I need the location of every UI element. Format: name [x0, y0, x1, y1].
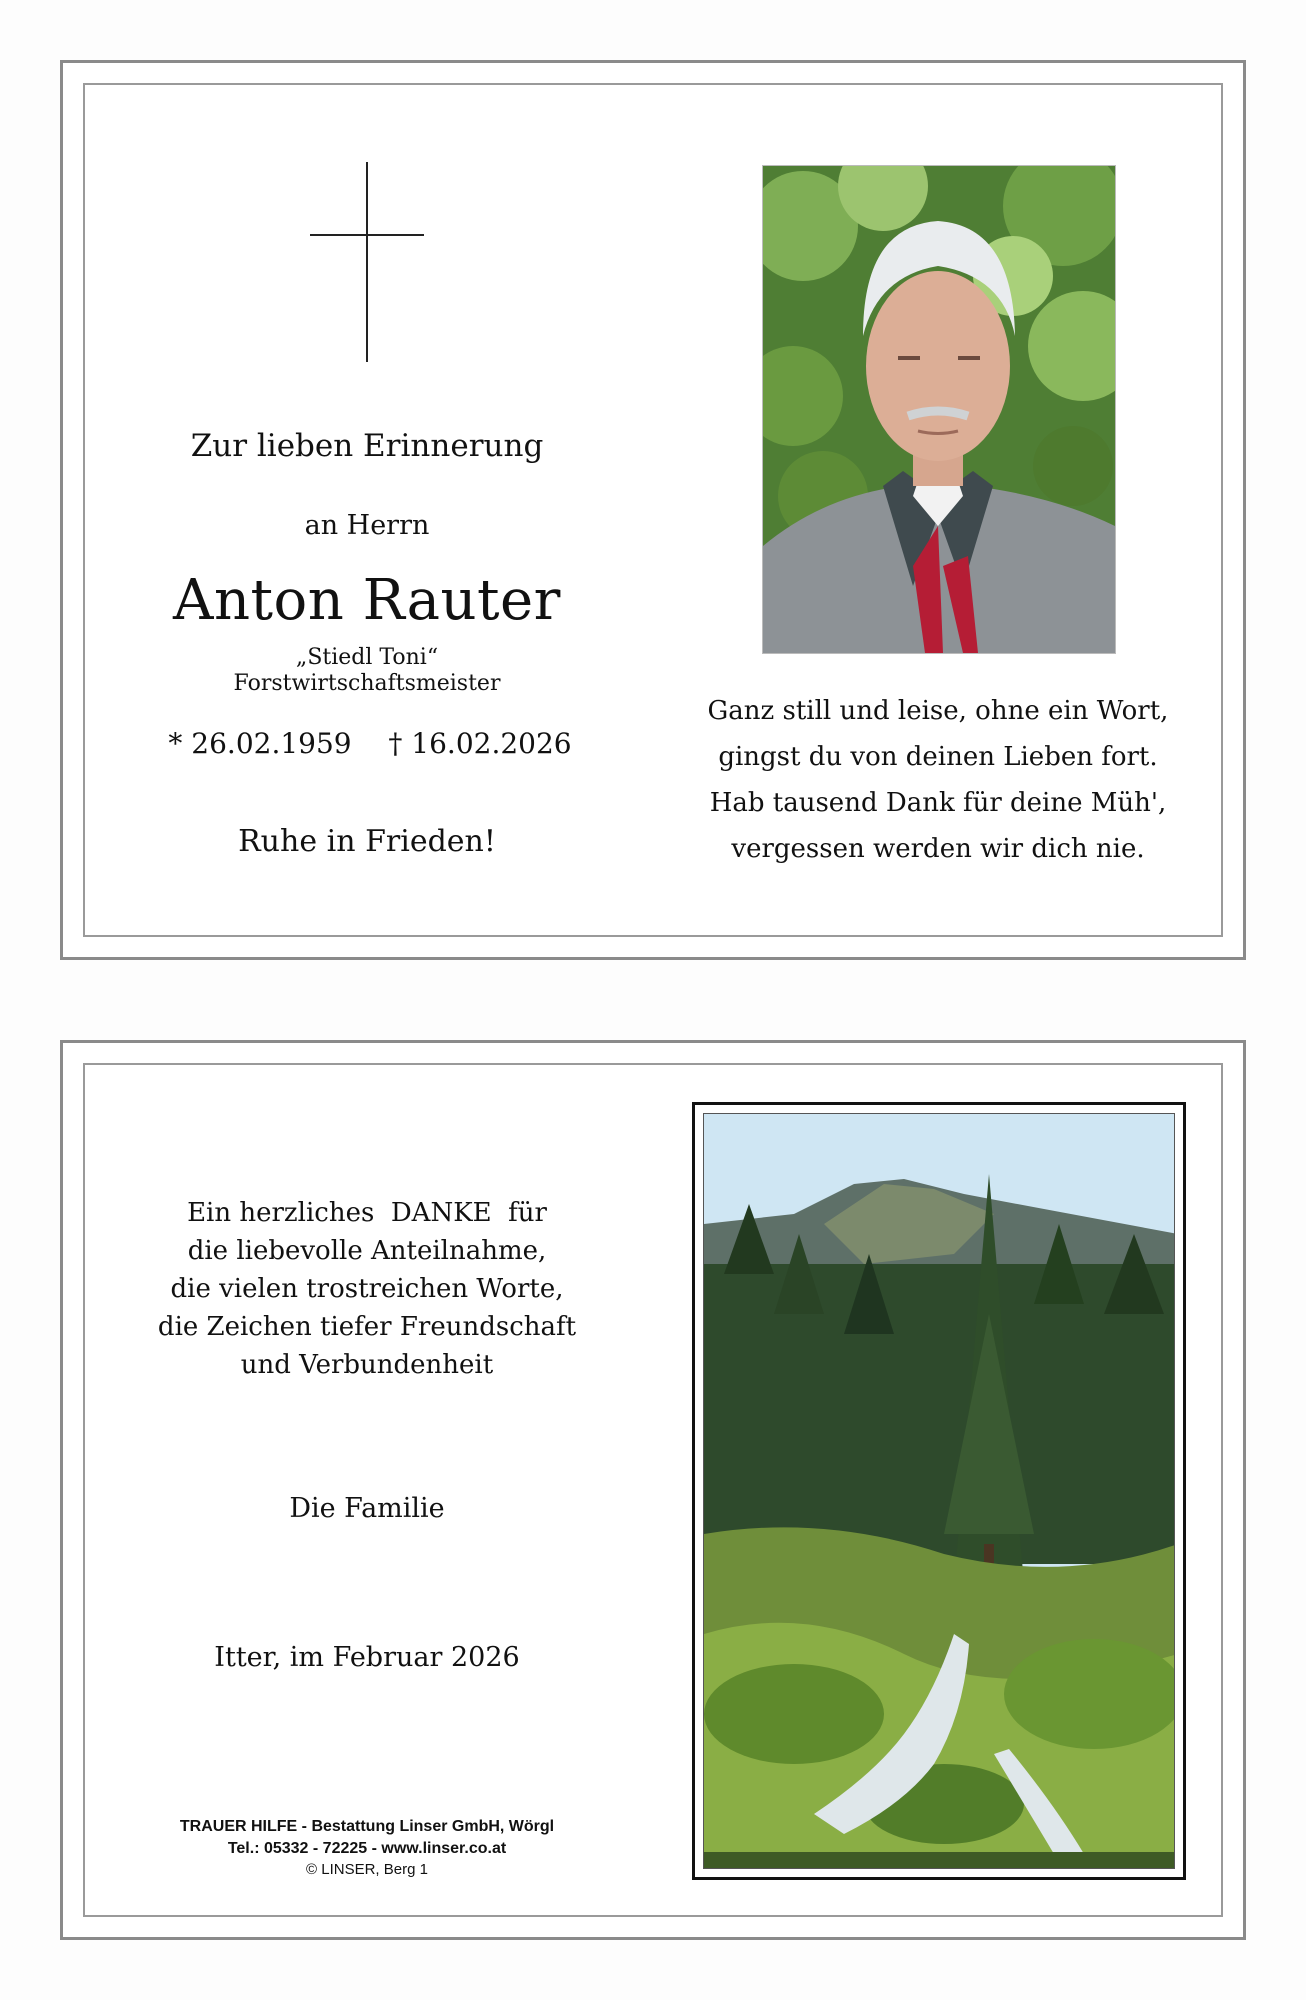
memorial-heading: Zur lieben Erinnerung	[190, 428, 544, 464]
cross-icon	[366, 162, 368, 362]
thanks-line: die liebevolle Anteilnahme,	[187, 1236, 547, 1266]
thanks-line: die Zeichen tiefer Freundschaft	[157, 1312, 577, 1342]
landscape-photo	[703, 1113, 1175, 1869]
landscape-photo-frame	[692, 1102, 1186, 1880]
place-date: Itter, im Februar 2026	[214, 1642, 520, 1673]
footer-contact: Tel.: 05332 - 72225 - www.linser.co.at	[227, 1840, 507, 1857]
thanks-line: die vielen trostreichen Worte,	[170, 1274, 564, 1304]
poem	[696, 688, 1180, 872]
footer-copyright: © LINSER, Berg 1	[306, 1861, 428, 1878]
rest-in-peace: Ruhe in Frieden!	[238, 824, 496, 859]
cross-icon-bar	[310, 234, 424, 236]
funeral-home-footer	[100, 1818, 634, 1878]
poem-line: Hab tausend Dank für deine Müh',	[709, 788, 1167, 818]
portrait-illustration	[763, 166, 1115, 653]
family-signature: Die Familie	[289, 1493, 445, 1524]
thanks-line: Ein herzliches DANKE für	[187, 1198, 547, 1228]
deceased-name: Anton Rauter	[173, 568, 561, 633]
portrait-photo	[762, 165, 1116, 654]
salutation: an Herrn	[304, 510, 430, 541]
poem-line: gingst du von deinen Lieben fort.	[718, 742, 1158, 772]
poem-line: Ganz still und leise, ohne ein Wort,	[707, 696, 1169, 726]
profession: Forstwirtschaftsmeister	[233, 671, 501, 696]
poem-line: vergessen werden wir dich nie.	[731, 834, 1145, 864]
birth-date: * 26.02.1959	[168, 727, 352, 760]
landscape-illustration	[704, 1114, 1175, 1869]
thanks-line: und Verbundenheit	[240, 1350, 494, 1380]
footer-company: TRAUER HILFE - Bestattung Linser GmbH, Wörgl	[179, 1818, 555, 1835]
nickname: „Stiedl Toni“	[295, 645, 439, 670]
death-date: † 16.02.2026	[388, 727, 572, 760]
thank-you-text	[130, 1194, 604, 1384]
